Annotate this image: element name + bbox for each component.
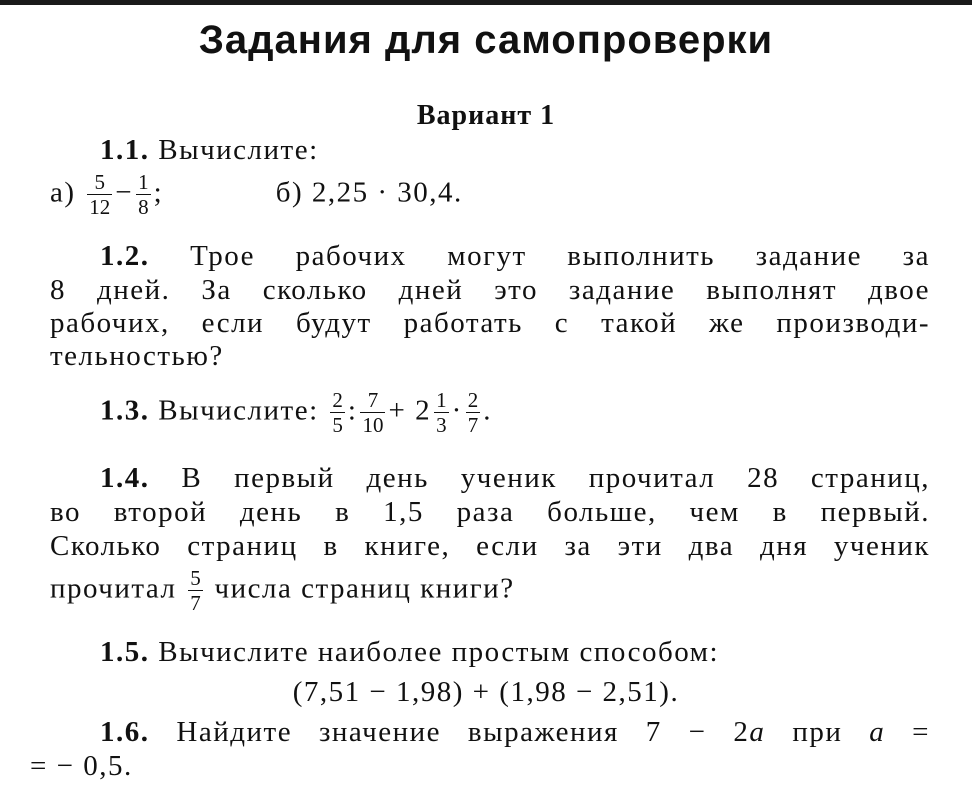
fraction: $\frac{5}{12}$: [89, 170, 111, 220]
operator: :: [347, 394, 358, 427]
task-1-4-line-3: Сколько страниц в книге, если за эти два дня ученик: [50, 530, 930, 562]
top-border: [0, 0, 972, 5]
task-1-6-line-1: [100, 716, 930, 749]
task-1-2-line-1: [100, 240, 930, 273]
task-number: 1.5.: [100, 636, 150, 668]
task-number: 1.6.: [100, 716, 150, 748]
task-1-1-header: [50, 134, 930, 167]
task-text: Трое рабочих могут выполнить задание за: [190, 240, 930, 272]
task-1-2-line-4: тельностью?: [50, 340, 224, 372]
task-1-2-line-2: 8 дней. За сколько дней это задание выполнят двое: [50, 274, 930, 306]
task-text: В первый день ученик прочитал 28 страниц,: [181, 462, 931, 494]
page-title: Задания для самопроверки: [198, 18, 774, 62]
task-text: числа страниц книги?: [214, 572, 515, 605]
task-text: прочитал: [50, 572, 177, 605]
fraction: $\frac{5}{7}$: [190, 566, 201, 616]
task-prompt: Вычислите наиболее простым способом:: [158, 636, 720, 668]
task-1-4-line-1: [100, 462, 930, 495]
part-b-expression: 2,25 · 30,4.: [311, 176, 463, 209]
task-1-2-line-3: рабочих, если будут работать с такой же производи-: [50, 307, 930, 339]
fraction: $\frac{1}{8}$: [138, 170, 149, 220]
task-text: при: [765, 716, 870, 748]
task-1-6-line-2: = − 0,5.: [30, 750, 133, 782]
fraction: $\frac{7}{10}$: [362, 388, 384, 438]
variable: a: [869, 716, 886, 748]
variant-title: Вариант 1: [416, 100, 556, 131]
punctuation: .: [483, 394, 492, 427]
task-1-1-body: [50, 170, 930, 219]
part-a-label: а): [50, 176, 76, 209]
variable: a: [749, 716, 766, 748]
task-prompt: Вычислите:: [158, 394, 319, 427]
fraction: $\frac{1}{3}$: [436, 388, 447, 438]
fraction: $\frac{2}{5}$: [332, 388, 343, 438]
task-1-5-expression: (7,51 − 1,98) + (1,98 − 2,51).: [292, 676, 680, 708]
operator: + 2: [388, 394, 432, 427]
task-1-5-header: [100, 636, 972, 669]
fraction: $\frac{2}{7}$: [467, 388, 479, 438]
part-b-label: б): [275, 176, 304, 209]
task-text: =: [885, 716, 931, 748]
task-number: 1.2.: [100, 240, 150, 272]
task-1-4-line-2: во второй день в 1,5 раза больше, чем в первый.: [50, 496, 930, 528]
punctuation: ;: [153, 176, 164, 209]
task-number: 1.3.: [100, 394, 150, 427]
task-1-4-line-4: [50, 566, 930, 615]
operator: −: [115, 176, 134, 209]
task-1-3: [100, 388, 972, 437]
task-number: 1.4.: [100, 462, 150, 494]
task-prompt: Вычислите:: [158, 134, 319, 166]
operator: ·: [451, 394, 463, 427]
task-text: Найдите значение выражения 7 − 2: [176, 716, 750, 748]
task-number: 1.1.: [100, 134, 150, 166]
